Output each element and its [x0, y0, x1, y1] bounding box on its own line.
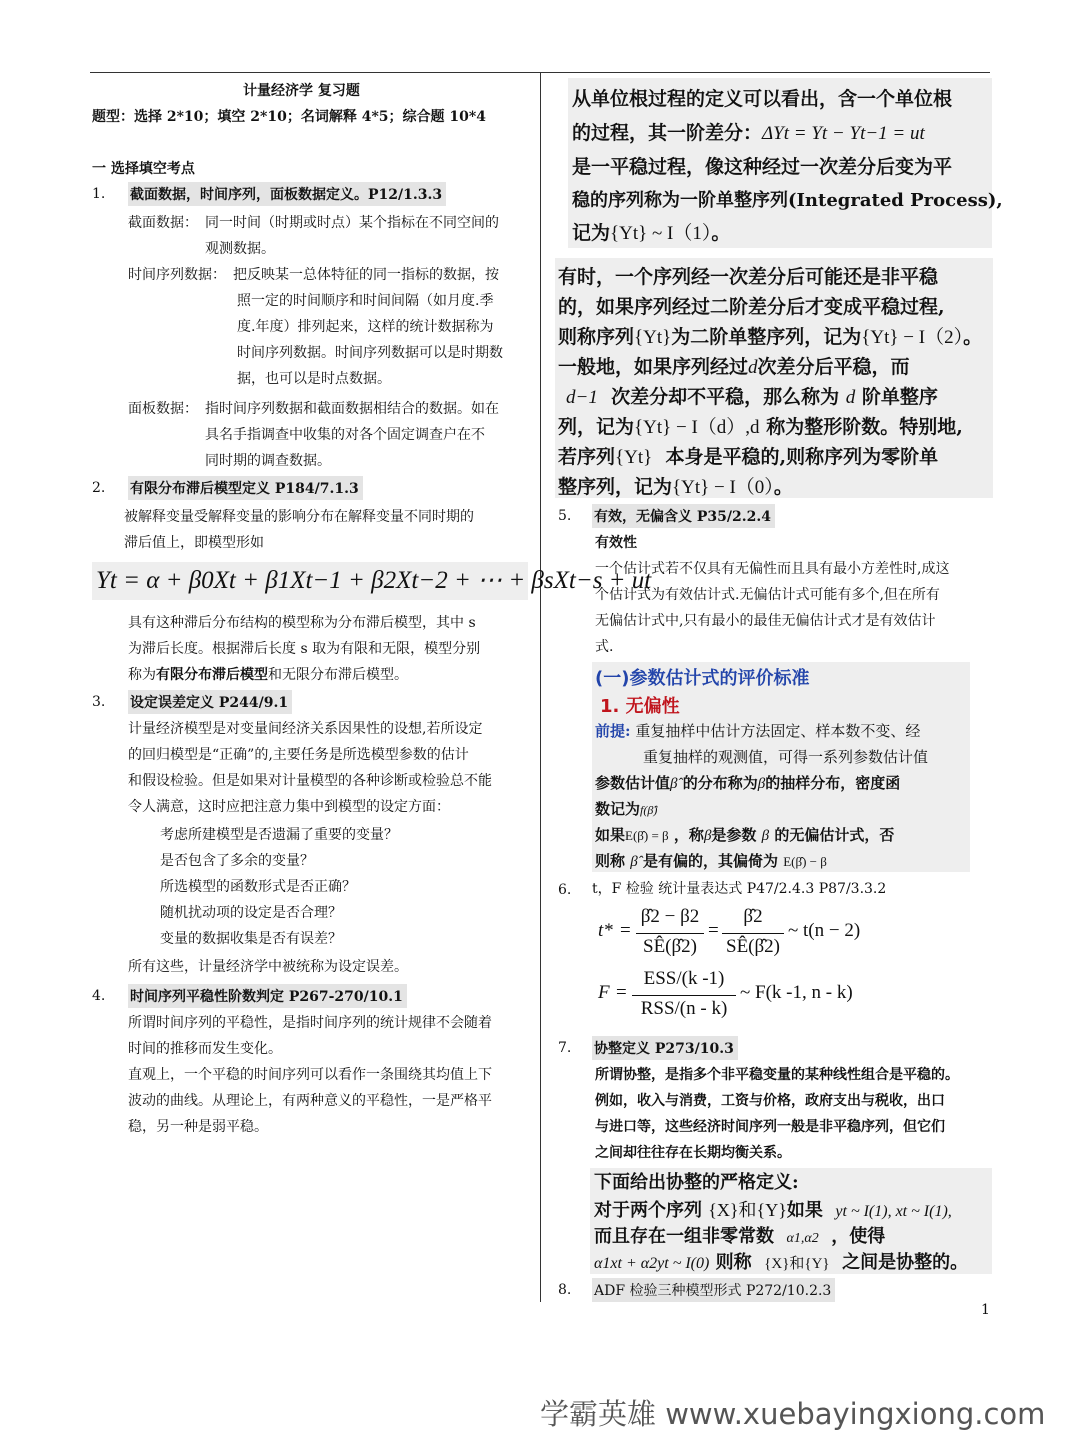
- math-span: f(β̂): [640, 803, 658, 817]
- paragraph-line: 个估计式为有效估计式.无偏估计式可能有多个,但在所有: [595, 587, 940, 603]
- paragraph-line: 一个估计式若不仅具有无偏性而且具有最小方差性时,成这: [595, 561, 950, 577]
- paragraph-line: 滞后值上，即模型形如: [124, 535, 264, 551]
- definition-line: [595, 772, 900, 793]
- text-span: 而且存在一组非零常数: [594, 1226, 774, 1247]
- text-span: 的分布称为: [682, 774, 758, 792]
- item-number: 7.: [558, 1040, 572, 1056]
- item-heading: 有效，无偏含义 P35/2.2.4: [592, 504, 775, 528]
- item-number: 3.: [92, 694, 106, 710]
- definition-line: [595, 850, 827, 871]
- item-heading: t，F 检验 统计量表达式 P47/2.4.3 P87/3.3.2: [592, 881, 887, 897]
- text-span: 是参数: [711, 826, 757, 844]
- text-span: 则称: [595, 852, 626, 870]
- definition-line: 照一定的时间顺序和时间间隔（如月度.季: [237, 293, 494, 309]
- text-span: 和无限分布滞后模型。: [268, 667, 408, 683]
- question-line: 是否包含了多余的变量？: [160, 853, 314, 869]
- definition-line: 时间序列数据。时间序列数据可以是时期数: [237, 345, 503, 361]
- item-heading: 截面数据，时间序列，面板数据定义。P12/1.3.3: [128, 182, 446, 206]
- item-number: 5.: [558, 508, 572, 524]
- definition-line: [595, 798, 657, 819]
- paragraph-line: 之间却往往存在长期均衡关系。: [595, 1145, 791, 1161]
- f-numerator: ESS/(k -1): [643, 968, 725, 989]
- definition-line: [595, 824, 894, 845]
- integration-line: [558, 412, 963, 439]
- term-label: 截面数据：: [128, 215, 198, 231]
- paragraph-line: 所谓协整，是指多个非平稳变量的某种线性组合是平稳的。: [595, 1067, 959, 1083]
- math-span: α1xt + α2yt ~ I(0): [594, 1255, 710, 1272]
- item-heading: ADF 检验三种模型形式 P272/10.2.3: [592, 1278, 835, 1302]
- text-span: 。: [711, 222, 731, 244]
- text-span: 的过程，其一阶差分：: [572, 122, 763, 144]
- integration-line: [558, 322, 982, 349]
- t-numerator: β̂2 − β2: [640, 906, 700, 927]
- text-span: 数记为: [595, 800, 641, 818]
- question-line: 随机扰动项的设定是否合理？: [160, 905, 342, 921]
- fraction-bar: [632, 995, 736, 996]
- equals-sign: =: [708, 920, 719, 941]
- text-span: 阶单整序: [861, 386, 938, 408]
- unit-root-line: 是一平稳过程，像这种经过一次差分后变为平: [572, 156, 953, 178]
- item-number: 1.: [92, 186, 106, 202]
- unit-root-line: [572, 118, 925, 145]
- text-span: 列，记为: [558, 416, 635, 438]
- page-title: 计量经济学 复习题: [243, 83, 360, 99]
- term-label: 面板数据：: [128, 401, 198, 417]
- math-span: {Yt}: [634, 327, 672, 348]
- question-line: 考虑所建模型是否遗漏了重要的变量？: [160, 827, 398, 843]
- cointegration-line: [594, 1248, 968, 1274]
- column-divider: [540, 72, 541, 1302]
- definition-line: 同一时间（时期或时点）某个指标在不同空间的: [205, 215, 499, 231]
- term-label: 时间序列数据：: [128, 267, 226, 283]
- text-span: 是有偏的，其偏倚为: [642, 852, 778, 870]
- math-span: β̂: [630, 854, 638, 870]
- definition-line: 度.年度）排列起来，这样的统计数据称为: [237, 319, 494, 335]
- paragraph-line: 具有这种滞后分布结构的模型称为分布滞后模型，其中 s: [128, 615, 476, 631]
- paragraph-line: 直观上，一个平稳的时间序列可以看作一条围绕其均值上下: [128, 1067, 492, 1083]
- math-span: {Yt} − I（0）: [672, 477, 774, 498]
- definition-line: 据，也可以是时点数据。: [237, 371, 391, 387]
- unbiasedness-title: 1. 无偏性: [600, 696, 680, 717]
- item-heading: 协整定义 P273/10.3: [592, 1036, 738, 1060]
- text-span: ，使得: [831, 1226, 886, 1247]
- math-span: d: [748, 357, 758, 378]
- t-lhs: t*: [598, 920, 613, 941]
- unit-root-line: 稳的序列称为一阶单整序列(Integrated Process),: [572, 190, 1003, 211]
- paragraph-line: [128, 664, 408, 684]
- fraction-bar: [722, 933, 784, 934]
- integration-line: 有时，一个序列经一次差分后可能还是非平稳: [558, 266, 939, 288]
- math-span: yt ~ I(1), xt ~ I(1),: [835, 1203, 952, 1220]
- fraction-bar: [636, 933, 704, 934]
- paragraph-line: 稳，另一种是弱平稳。: [128, 1119, 268, 1135]
- paragraph-line: 被解释变量受解释变量的影响分布在解释变量不同时期的: [124, 509, 474, 525]
- f-statistic-formula: [598, 968, 898, 1030]
- integration-line: [566, 382, 938, 409]
- math-span: β: [761, 828, 770, 844]
- t-statistic-formula: [598, 906, 898, 966]
- math-span: β̂: [757, 776, 766, 792]
- criteria-title: (一)参数估计式的评价标准: [595, 668, 810, 689]
- cointegration-line: 下面给出协整的严格定义:: [594, 1172, 799, 1193]
- integration-line: [558, 442, 938, 469]
- premise-line: 重复抽样的观测值，可得一系列参数估计值: [643, 748, 929, 766]
- text-span: 若序列: [558, 446, 616, 468]
- f-lhs: F: [598, 982, 610, 1003]
- math-span: {Yt}: [615, 447, 653, 468]
- paragraph-line: 的回归模型是“正确”的,主要任务是所选模型参数的估计: [128, 747, 469, 763]
- definition-line: 指时间序列数据和截面数据相结合的数据。如在: [205, 401, 499, 417]
- unit-root-line: 从单位根过程的定义可以看出，含一个单位根: [572, 88, 953, 110]
- text-span: 之间是协整的。: [842, 1252, 969, 1273]
- t-denominator: SÊ(β̂2): [643, 936, 697, 957]
- paragraph-line: 式.: [595, 639, 614, 655]
- watermark-footer: 学霸英雄 www.xuebayingxiong.com: [540, 1397, 1046, 1431]
- item-number: 8.: [558, 1282, 572, 1298]
- item-heading: 有限分布滞后模型定义 P184/7.1.3: [128, 476, 363, 500]
- f-distribution: ~ F(k -1, n - k): [740, 982, 853, 1003]
- item-number: 4.: [92, 988, 106, 1004]
- paragraph-line: 和假设检验。但是如果对计量模型的各种诊断或检验总不能: [128, 773, 492, 789]
- definition-line: 同时期的调查数据。: [205, 453, 331, 469]
- math-span: {Yt} − I（d）,d: [634, 417, 760, 438]
- math-span: β̂: [670, 776, 678, 792]
- equals-sign: =: [616, 982, 627, 1003]
- paragraph-line: 所有这些，计量经济学中被统称为设定误差。: [128, 959, 408, 975]
- text-span: 称为整形阶数。特别地,: [766, 416, 963, 438]
- paragraph-line: 为滞后长度。根据滞后长度 s 取为有限和无限，模型分别: [128, 641, 481, 657]
- paragraph-line: 所谓时间序列的平稳性，是指时间序列的统计规律不会随着: [128, 1015, 492, 1031]
- definition-line: 观测数据。: [205, 241, 275, 257]
- math-span: {X}和{Y}: [708, 1200, 787, 1220]
- item-number: 6.: [558, 882, 572, 898]
- math-span: {X}和{Y}: [764, 1256, 830, 1272]
- paragraph-line: 无偏估计式中,只有最小的最佳无偏估计式才是有效估计: [595, 613, 936, 629]
- text-span: 的无偏估计式，否: [774, 826, 895, 844]
- math-span: E(β̂) − β: [783, 854, 827, 869]
- math-span: {Yt} − I（2）: [861, 327, 964, 348]
- question-line: 所选模型的函数形式是否正确？: [160, 879, 356, 895]
- t-denominator: SÊ(β̂2): [726, 936, 780, 957]
- question-line: 变量的数据收集是否有误差？: [160, 931, 342, 947]
- text-span: 重复抽样中估计方法固定、样本数不变、经: [635, 722, 921, 740]
- paragraph-line: 波动的曲线。从理论上，有两种意义的平稳性，一是严格平: [128, 1093, 492, 1109]
- text-span: ，称: [673, 826, 704, 844]
- text-span: 次差分后平稳，而: [757, 356, 910, 378]
- text-span: 如果: [786, 1200, 823, 1221]
- question-types: 题型：选择 2*10；填空 2*10；名词解释 4*5；综合题 10*4: [92, 109, 486, 125]
- paragraph-line: 令人满意，这时应把注意力集中到模型的设定方面：: [128, 799, 450, 815]
- math-span: d−1: [566, 387, 598, 408]
- premise-label: 前提:: [595, 722, 631, 740]
- text-span: 。: [773, 476, 793, 498]
- text-span: 次差分却不平稳，那么称为: [611, 386, 840, 408]
- t-distribution: ~ t(n − 2): [788, 920, 861, 941]
- t-numerator: β̂2: [743, 906, 763, 927]
- item-heading: 设定误差定义 P244/9.1: [128, 690, 292, 714]
- f-denominator: RSS/(n - k): [640, 998, 728, 1019]
- term-bold: 有限分布滞后模型: [156, 667, 268, 683]
- definition-line: 具名手指调查中收集的对各个固定调查户在不: [205, 427, 485, 443]
- paragraph-line: 计量经济模型是对变量间经济关系因果性的设想,若所设定: [128, 721, 483, 737]
- premise-line: [595, 720, 920, 741]
- math-span: {Yt} ~ I（1）: [610, 223, 712, 244]
- text-span: 的抽样分布，密度函: [765, 774, 901, 792]
- unit-root-line: [572, 218, 730, 245]
- text-span: 则称序列: [558, 326, 635, 348]
- math-span: d: [845, 387, 856, 408]
- item-heading: 时间序列平稳性阶数判定 P267-270/10.1: [128, 984, 407, 1008]
- paragraph-line: 与进口等，这些经济时间序列一般是非平稳序列，但它们: [595, 1119, 945, 1135]
- text-span: 则称: [715, 1252, 752, 1273]
- item-number: 2.: [92, 480, 106, 496]
- math-span: α1,α2: [786, 1231, 819, 1246]
- paragraph-line: 时间的推移而发生变化。: [128, 1041, 282, 1057]
- text-span: 参数估计值: [595, 774, 671, 792]
- equals-sign: =: [620, 920, 631, 941]
- text-span: 一般地，如果序列经过: [558, 356, 749, 378]
- subheading: 有效性: [595, 535, 637, 551]
- definition-line: 把反映某一总体特征的同一指标的数据，按: [233, 267, 499, 283]
- text-span: 。: [963, 326, 983, 348]
- page-number: 1: [981, 1302, 990, 1318]
- paragraph-line: 例如，收入与消费，工资与价格，政府支出与税收，出口: [595, 1093, 945, 1109]
- text-span: 本身是平稳的,则称序列为零阶单: [665, 446, 939, 468]
- text-span: 对于两个序列: [594, 1200, 702, 1221]
- integration-line: [558, 472, 793, 499]
- text-span: 称为: [128, 667, 156, 683]
- text-span: 为二阶单整序列，记为: [671, 326, 862, 348]
- integration-line: [558, 352, 910, 379]
- math-span: E(β̂) = β: [625, 828, 669, 843]
- integration-line: 的，如果序列经过二阶差分后才变成平稳过程,: [558, 296, 945, 318]
- first-difference-formula: ΔYt = Yt − Yt−1 = ut: [762, 123, 925, 144]
- section-heading: 一 选择填空考点: [92, 161, 195, 177]
- cointegration-line: [594, 1196, 952, 1222]
- text-span: 记为: [572, 222, 611, 244]
- distributed-lag-formula: Yt = α + β0Xt + β1Xt−1 + β2Xt−2 + ⋯ + βsXt−s + ut: [96, 567, 652, 594]
- text-span: 整序列，记为: [558, 476, 673, 498]
- text-span: 如果: [595, 826, 626, 844]
- math-span: β̂: [703, 828, 712, 844]
- cointegration-line: [594, 1222, 885, 1248]
